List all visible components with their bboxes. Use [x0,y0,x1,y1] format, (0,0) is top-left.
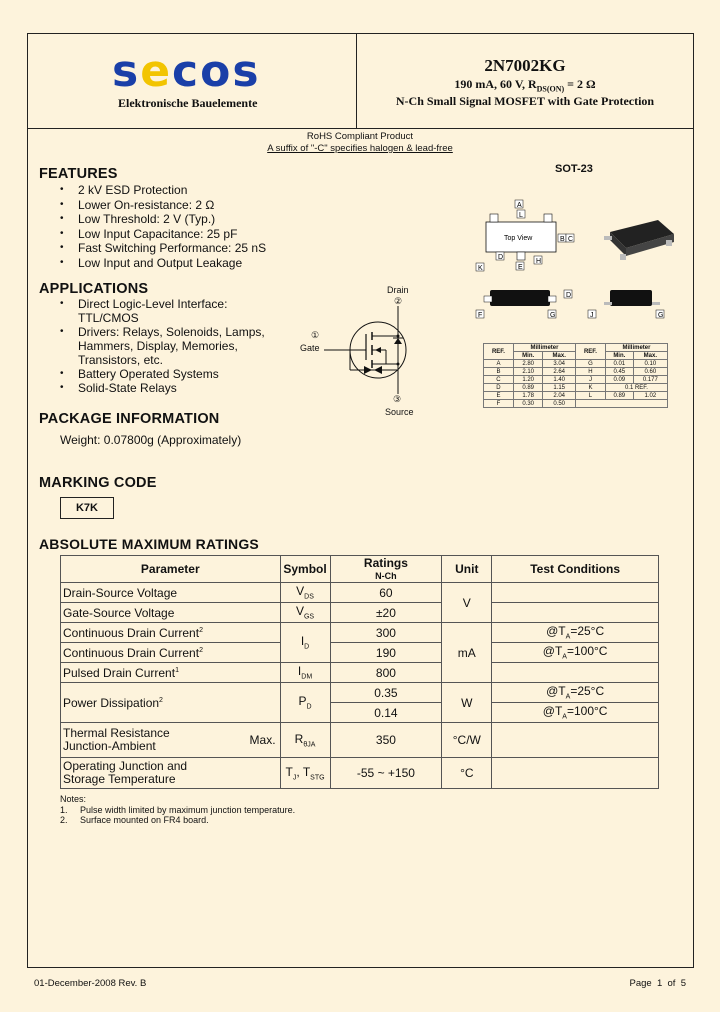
table-row: Power Dissipation$^2$ $P_D$ 0.35 W $@T_A=25^\circ C$ [61,683,659,703]
footer-date: 01-December-2008 Rev. B [34,978,147,989]
svg-text:C: C [568,236,574,243]
gate-pin: ① [311,330,320,340]
table-row: Pulsed Drain Current$^1$ $I_{DM}$ 800 [61,663,659,683]
sot23-label: SOT-23 [555,163,593,175]
footer-page: Page 1 of 5 [629,978,686,989]
feature-item: • Lower On-resistance: 2 Ω [60,198,266,213]
feature-item: • 2 kV ESD Protection [60,183,266,198]
dimension-table [483,343,668,408]
application-item: • Direct Logic-Level Interface: [60,297,265,311]
application-item: • Drivers: Relays, Solenoids, Lamps, [60,325,265,339]
application-item: Transistors, etc. [78,353,163,367]
svg-text:E: E [518,264,523,271]
dim-row: A 2.80 3.04 G 0.01 0.10 [484,360,668,368]
dim-header: REF. [484,344,514,360]
dim-row: E 1.78 2.04 L 0.89 1.02 [484,392,668,400]
table-row: Gate-Source Voltage $V_{GS}$ ±20 [61,603,659,623]
spec-line: 190 mA, 60 V, $R_{DS(ON)} = 2$ Ω [454,77,596,94]
ratings-header-row [61,556,659,571]
table-row: Thermal Resistance Junction-Ambient Max. $R_{\theta JA}$ 350 °C/W [61,723,659,758]
dim-header: Millimeter [605,344,667,352]
notes [60,794,295,826]
dim-subheader: Max. [543,352,576,360]
applications-heading: APPLICATIONS [39,281,149,297]
table-row: Continuous Drain Current$^2$ 190 $@T_A=100^\circ C$ [61,643,659,663]
halogen-free-line: A suffix of "-C" specifies halogen & lead-free [267,143,453,154]
dim-subheader: Max. [633,352,667,360]
drain-label: Drain [387,285,409,295]
package-heading: PACKAGE INFORMATION [39,411,220,427]
header-divider [27,128,694,129]
svg-text:L: L [519,212,523,219]
svg-text:K: K [478,265,483,272]
dim-header: REF. [575,344,605,360]
col-ratings: Ratings [330,556,442,571]
page-frame [27,33,694,968]
col-nch: N-Ch [330,570,442,583]
feature-item: • Fast Switching Performance: 25 nS [60,241,266,256]
device-description: N-Ch Small Signal MOSFET with Gate Protection [395,94,655,108]
note-item: 2. Surface mounted on FR4 board. [60,815,209,825]
col-parameter: Parameter [61,556,281,583]
dim-row: F 0.30 0.50 [484,400,668,408]
secos-logo: secos [112,46,261,97]
package-weight: Weight: 0.07800g (Approximately) [60,433,242,447]
ratings-heading: ABSOLUTE MAXIMUM RATINGS [39,536,259,552]
applications-list [60,297,265,395]
svg-text:F: F [478,312,483,319]
logo-subtitle: Elektronische Bauelemente [118,96,258,110]
ratings-table [60,555,659,789]
dim-row: C 1.20 1.40 J 0.09 0.177 [484,376,668,384]
svg-text:A: A [517,202,522,209]
svg-text:G: G [550,312,556,319]
table-row: Operating Junction and Storage Temperature $T_J$, $T_{STG}$ -55 ~ +150 °C [61,758,659,789]
marking-heading: MARKING CODE [39,475,157,491]
svg-text:Top View: Top View [504,235,533,242]
features-list [60,183,266,270]
marking-code-box: K7K [60,497,114,519]
mosfet-symbol [320,304,420,396]
sot23-outline-drawing [470,192,680,322]
feature-item: • Low Input and Output Leakage [60,256,266,271]
drain-pin: ② [394,296,403,306]
table-row: Drain-Source Voltage $V_{DS}$ 60 V [61,583,659,603]
dim-subheader: Min. [513,352,542,360]
rohs-line: RoHS Compliant Product [306,131,414,142]
gate-label: Gate [300,343,320,353]
part-number: 2N7002KG [484,56,566,75]
notes-title: Notes: [60,794,87,804]
source-pin: ③ [393,394,402,404]
col-symbol: Symbol [280,556,330,583]
svg-text:J: J [590,312,594,319]
col-unit: Unit [442,556,492,583]
source-label: Source [385,407,414,417]
application-item: • Solid-State Relays [60,381,265,395]
dim-row: B 2.10 2.64 H 0.45 0.60 [484,368,668,376]
feature-item: • Low Threshold: 2 V (Typ.) [60,212,266,227]
application-item: Hammers, Display, Memories, [78,339,238,353]
svg-text:G: G [658,312,664,319]
application-item: • Battery Operated Systems [60,367,265,381]
svg-text:D: D [566,292,572,299]
features-heading: FEATURES [39,166,118,182]
dim-subheader: Min. [605,352,633,360]
table-row: 0.14 $@T_A=100^\circ C$ [61,703,659,723]
svg-text:H: H [536,258,542,265]
dim-header: Millimeter [513,344,575,352]
svg-text:B: B [560,236,565,243]
svg-text:D: D [498,254,504,261]
dim-row: D 0.89 1.15 K 0.1 REF. [484,384,668,392]
feature-item: • Low Input Capacitance: 25 pF [60,227,266,242]
table-row: Continuous Drain Current$^2$ $I_D$ 300 mA $@T_A=25^\circ C$ [61,623,659,643]
note-item: 1. Pulse width limited by maximum junction temperature. [60,804,296,815]
application-item: TTL/CMOS [78,311,139,325]
col-test-conditions: Test Conditions [492,556,659,583]
